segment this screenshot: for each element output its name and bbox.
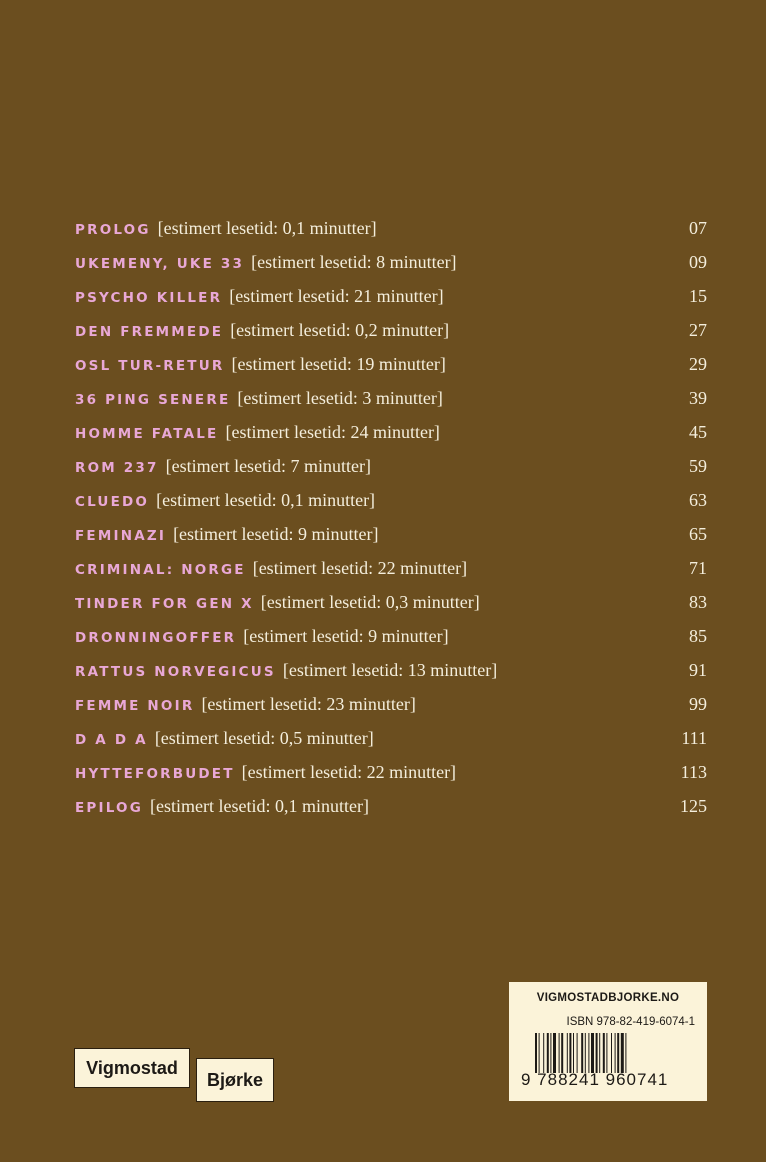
- reading-time: [estimert lesetid: 7 minutter]: [165, 456, 372, 476]
- publisher-logo: [74, 1048, 274, 1104]
- isbn-label: ISBN 978-82-419-6074-1: [566, 1016, 695, 1028]
- toc-row: [75, 796, 707, 830]
- toc-entry: [75, 218, 377, 239]
- toc-row: [75, 728, 707, 762]
- chapter-title: FEMME NOIR: [75, 698, 195, 714]
- toc-entry: [75, 592, 480, 613]
- chapter-title: PROLOG: [75, 222, 151, 238]
- reading-time: [estimert lesetid: 23 minutter]: [201, 694, 416, 714]
- chapter-title: ROM 237: [75, 460, 159, 476]
- page-number: 45: [689, 422, 707, 442]
- chapter-title: PSYCHO KILLER: [75, 290, 223, 306]
- toc-entry: [75, 558, 467, 579]
- toc-row: [75, 660, 707, 694]
- reading-time: [estimert lesetid: 0,1 minutter]: [156, 490, 376, 510]
- chapter-title: HOMME FATALE: [75, 426, 219, 442]
- chapter-title: TINDER FOR GEN X: [75, 596, 254, 612]
- chapter-title: RATTUS NORVEGICUS: [75, 664, 276, 680]
- barcode-bars: [535, 1033, 693, 1073]
- toc-entry: [75, 286, 444, 307]
- reading-time: [estimert lesetid: 21 minutter]: [229, 286, 444, 306]
- toc-row: [75, 558, 707, 592]
- toc-row: [75, 524, 707, 558]
- toc-entry: [75, 694, 416, 715]
- reading-time: [estimert lesetid: 19 minutter]: [231, 354, 446, 374]
- reading-time: [estimert lesetid: 0,2 minutter]: [230, 320, 450, 340]
- toc-entry: [75, 728, 374, 749]
- toc-row: [75, 388, 707, 422]
- chapter-title: CLUEDO: [75, 494, 150, 510]
- page-number: 09: [689, 252, 707, 272]
- chapter-title: UKEMENY, UKE 33: [75, 256, 245, 272]
- chapter-title: FEMINAZI: [75, 528, 167, 544]
- reading-time: [estimert lesetid: 24 minutter]: [225, 422, 440, 442]
- toc-row: [75, 422, 707, 456]
- publisher-logo-bjorke: Bjørke: [196, 1058, 274, 1102]
- publisher-logo-vigmostad: Vigmostad: [74, 1048, 190, 1088]
- page-number: 71: [689, 558, 707, 578]
- barcode-digits: 9 788241 960741: [521, 1070, 669, 1089]
- page-number: 39: [689, 388, 707, 408]
- barcode-panel: [509, 982, 707, 1101]
- reading-time: [estimert lesetid: 22 minutter]: [241, 762, 457, 782]
- toc-row: [75, 626, 707, 660]
- toc-entry: [75, 796, 369, 817]
- toc-entry: [75, 626, 449, 647]
- page-number: 29: [689, 354, 707, 374]
- reading-time: [estimert lesetid: 0,1 minutter]: [150, 796, 369, 816]
- page-number: 113: [680, 762, 707, 782]
- page-number: 59: [689, 456, 707, 476]
- chapter-title: 36 PING SENERE: [75, 392, 231, 408]
- page-number: 65: [689, 524, 707, 544]
- toc-row: [75, 762, 707, 796]
- reading-time: [estimert lesetid: 8 minutter]: [251, 252, 457, 272]
- toc-entry: [75, 320, 449, 341]
- chapter-title: D A D A: [75, 732, 148, 748]
- page-number: 83: [689, 592, 707, 612]
- reading-time: [estimert lesetid: 13 minutter]: [282, 660, 498, 680]
- toc-row: [75, 286, 707, 320]
- chapter-title: HYTTEFORBUDET: [75, 766, 235, 782]
- toc-entry: [75, 422, 440, 443]
- toc-entry: [75, 388, 443, 409]
- toc-entry: [75, 354, 446, 375]
- reading-time: [estimert lesetid: 9 minutter]: [173, 524, 379, 544]
- page-number: 07: [689, 218, 707, 238]
- reading-time: [estimert lesetid: 22 minutter]: [252, 558, 468, 578]
- page-number: 111: [681, 728, 707, 748]
- chapter-title: OSL TUR-RETUR: [75, 358, 225, 374]
- table-of-contents: [75, 218, 707, 830]
- reading-time: [estimert lesetid: 9 minutter]: [243, 626, 449, 646]
- publisher-website: VIGMOSTADBJORKE.NO: [536, 992, 680, 1004]
- page-number: 63: [689, 490, 707, 510]
- page-number: 15: [689, 286, 707, 306]
- reading-time: [estimert lesetid: 0,3 minutter]: [260, 592, 480, 612]
- toc-entry: [75, 252, 457, 273]
- page-number: 125: [680, 796, 707, 816]
- page-number: 27: [689, 320, 707, 340]
- reading-time: [estimert lesetid: 3 minutter]: [237, 388, 443, 408]
- chapter-title: EPILOG: [75, 800, 144, 816]
- chapter-title: DRONNINGOFFER: [75, 630, 237, 646]
- toc-row: [75, 694, 707, 728]
- page-number: 85: [689, 626, 707, 646]
- chapter-title: DEN FREMMEDE: [75, 324, 224, 340]
- page-number: 91: [689, 660, 707, 680]
- toc-row: [75, 592, 707, 626]
- toc-entry: [75, 456, 371, 477]
- reading-time: [estimert lesetid: 0,5 minutter]: [154, 728, 374, 748]
- toc-row: [75, 456, 707, 490]
- toc-row: [75, 490, 707, 524]
- toc-entry: [75, 490, 375, 511]
- toc-row: [75, 218, 707, 252]
- toc-entry: [75, 762, 456, 783]
- toc-row: [75, 252, 707, 286]
- toc-entry: [75, 660, 497, 681]
- chapter-title: CRIMINAL: NORGE: [75, 562, 246, 578]
- toc-row: [75, 320, 707, 354]
- page-number: 99: [689, 694, 707, 714]
- toc-entry: [75, 524, 379, 545]
- toc-row: [75, 354, 707, 388]
- reading-time: [estimert lesetid: 0,1 minutter]: [157, 218, 377, 238]
